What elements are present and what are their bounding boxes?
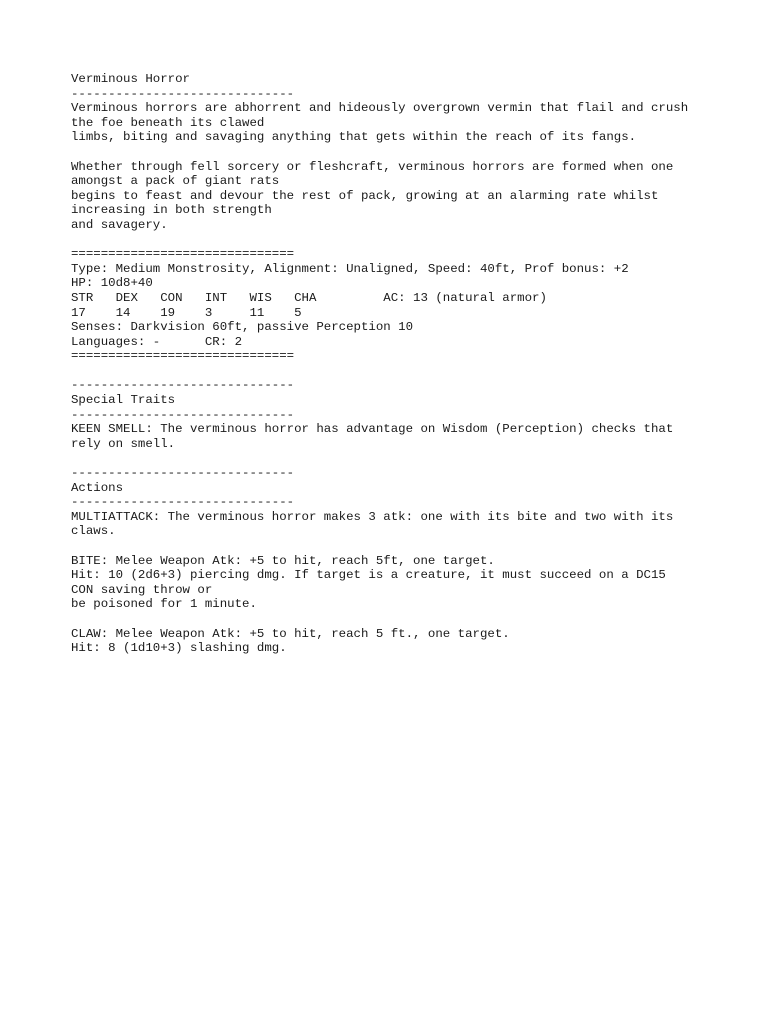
spacer xyxy=(71,451,751,466)
traits-heading: Special Traits xyxy=(71,393,176,408)
dash-rule: ------------------------------ xyxy=(71,407,295,422)
bite-line: be poisoned for 1 minute. xyxy=(71,597,257,612)
type-line: Type: Medium Monstrosity, Alignment: Unaligned, Speed: 40ft, Prof bonus: +2 xyxy=(71,261,629,276)
languages-line: Languages: - CR: 2 xyxy=(71,334,243,349)
abilities-header: STR DEX CON INT WIS CHA AC: 13 (natural armor) xyxy=(71,290,547,305)
lore-line: increasing in both strength xyxy=(71,203,272,218)
dash-rule: ------------------------------ xyxy=(71,86,295,101)
equals-rule: ============================== xyxy=(71,349,295,364)
multiattack-line: MULTIATTACK: The verminous horror makes 3 atk: one with its bite and two with its xyxy=(71,509,674,524)
dash-rule: ------------------------------ xyxy=(71,466,295,481)
trait-line: rely on smell. xyxy=(71,436,176,451)
lore-line: amongst a pack of giant rats xyxy=(71,174,280,189)
claw-line: Hit: 8 (1d10+3) slashing dmg. xyxy=(71,641,287,656)
trait-line: KEEN SMELL: The verminous horror has advantage on Wisdom (Perception) checks that xyxy=(71,422,674,437)
senses-line: Senses: Darkvision 60ft, passive Perception 10 xyxy=(71,320,414,335)
actions-heading: Actions xyxy=(71,480,124,495)
dash-rule: ------------------------------ xyxy=(71,378,295,393)
creature-title: Verminous Horror xyxy=(71,72,190,86)
spacer xyxy=(71,233,751,248)
bite-line: BITE: Melee Weapon Atk: +5 to hit, reach 5ft, one target. xyxy=(71,553,495,568)
spacer xyxy=(71,612,751,627)
dash-rule: ------------------------------ xyxy=(71,495,295,510)
spacer xyxy=(71,539,751,554)
lore-line: Whether through fell sorcery or fleshcraft, verminous horrors are formed when one xyxy=(71,159,674,174)
intro-line: the foe beneath its clawed xyxy=(71,115,265,130)
hp-line: HP: 10d8+40 xyxy=(71,276,153,291)
multiattack-line: claws. xyxy=(71,524,116,539)
abilities-values: 17 14 19 3 11 5 xyxy=(71,305,302,320)
equals-rule: ============================== xyxy=(71,247,295,262)
bite-line: CON saving throw or xyxy=(71,582,213,597)
lore-line: and savagery. xyxy=(71,217,168,232)
statblock-document xyxy=(71,72,751,656)
intro-line: Verminous horrors are abhorrent and hideously overgrown vermin that flail and crush xyxy=(71,101,689,116)
spacer xyxy=(71,364,751,379)
spacer xyxy=(71,145,751,160)
intro-line: limbs, biting and savaging anything that gets within the reach of its fangs. xyxy=(71,130,637,145)
bite-line: Hit: 10 (2d6+3) piercing dmg. If target is a creature, it must succeed on a DC15 xyxy=(71,568,666,583)
claw-line: CLAW: Melee Weapon Atk: +5 to hit, reach 5 ft., one target. xyxy=(71,626,510,641)
lore-line: begins to feast and devour the rest of pack, growing at an alarming rate whilst xyxy=(71,188,659,203)
